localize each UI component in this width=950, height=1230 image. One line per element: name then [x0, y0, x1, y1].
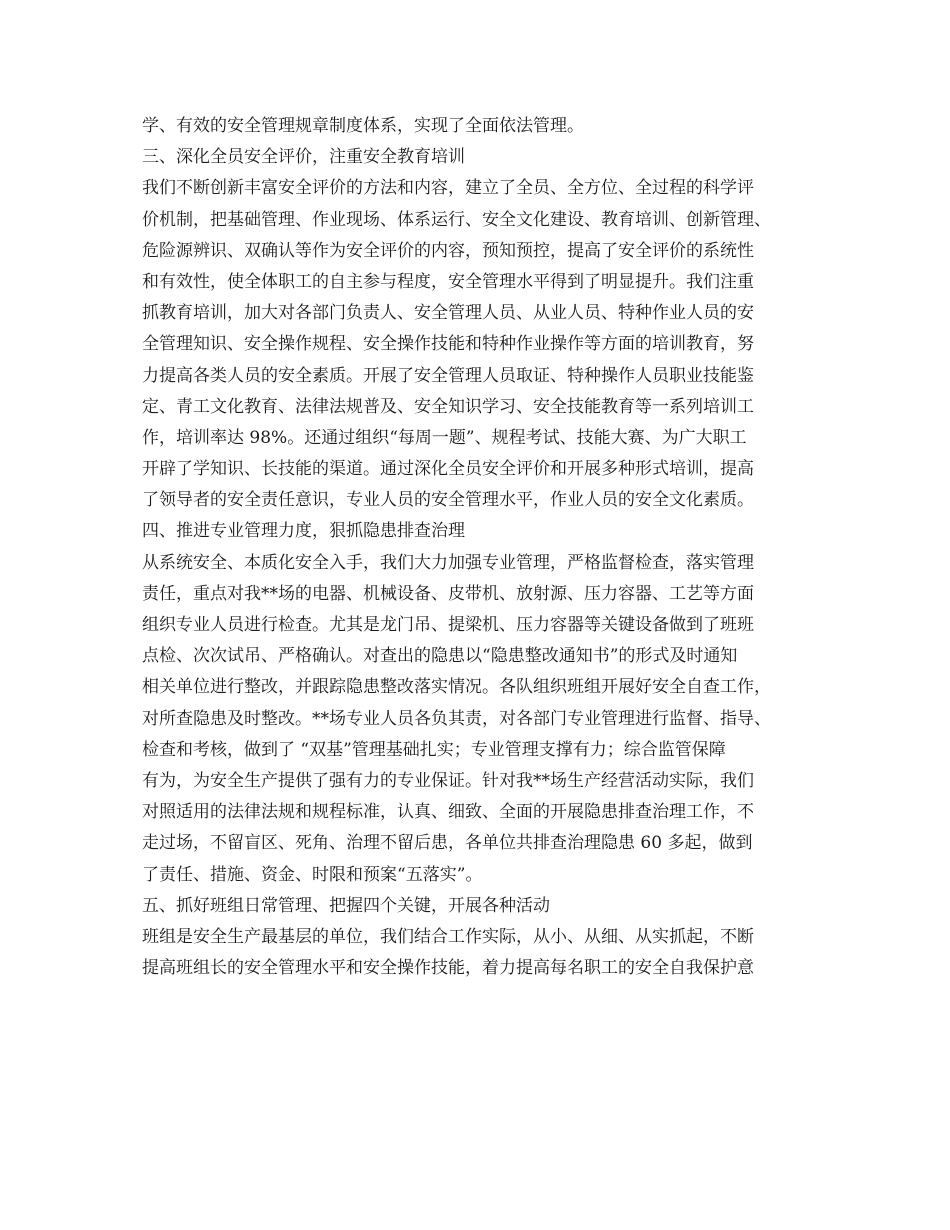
text-line: 有为，为安全生产提供了强有力的专业保证。针对我**场生产经营活动实际，我们: [142, 770, 754, 791]
text-line: 学、有效的安全管理规章制度体系，实现了全面依法管理。: [142, 116, 584, 136]
text-line: 从系统安全、本质化安全入手，我们大力加强专业管理，严格监督检查，落实管理: [142, 552, 754, 573]
text-line: 对所查隐患及时整改。**场专业人员各负其责，对各部门专业管理进行监督、指导、: [142, 708, 771, 729]
text-line: 价机制，把基础管理、作业现场、体系运行、安全文化建设、教育培训、创新管理、: [142, 209, 771, 230]
section-heading: 五、抓好班组日常管理、把握四个关键，开展各种活动: [142, 895, 550, 916]
text-line: 了领导者的安全责任意识，专业人员的安全管理水平，作业人员的安全文化素质。: [142, 490, 754, 511]
text-line: 检查和考核，做到了 “双基”管理基础扎实；专业管理支撑有力；综合监管保障: [142, 739, 726, 760]
text-line: 作，培训率达 98%。还通过组织“每周一题”、规程考试、技能大赛、为广大职工: [142, 427, 747, 448]
text-line: 组织专业人员进行检查。尤其是龙门吊、提梁机、压力容器等关键设备做到了班班: [142, 615, 754, 635]
text-line: 开辟了学知识、长技能的渠道。通过深化全员安全评价和开展多种形式培训，提高: [142, 459, 754, 480]
text-line: 我们不断创新丰富安全评价的方法和内容，建立了全员、全方位、全过程的科学评: [142, 178, 754, 199]
text-line: 力提高各类人员的安全素质。开展了安全管理人员取证、特种操作人员职业技能鉴: [142, 365, 754, 386]
document-body: [142, 111, 822, 984]
section-heading: 三、深化全员安全评价，注重安全教育培训: [142, 147, 465, 168]
text-line: 危险源辨识、双确认等作为安全评价的内容，预知预控，提高了安全评价的系统性: [142, 240, 754, 261]
text-line: 全管理知识、安全操作规程、安全操作技能和特种作业操作等方面的培训教育，努: [142, 334, 754, 355]
text-line: 班组是安全生产最基层的单位，我们结合工作实际，从小、从细、从实抓起，不断: [142, 926, 754, 947]
text-line: 和有效性，使全体职工的自主参与程度，安全管理水平得到了明显提升。我们注重: [142, 271, 754, 292]
text-line: 点检、次次试吊、严格确认。对查出的隐患以“隐患整改通知书”的形式及时通知: [142, 646, 738, 667]
text-line: 责任，重点对我**场的电器、机械设备、皮带机、放射源、压力容器、工艺等方面: [142, 583, 754, 604]
text-line: 定、青工文化教育、法律法规普及、安全知识学习、安全技能教育等一系列培训工: [142, 396, 754, 417]
text-line: 提高班组长的安全管理水平和安全操作技能，着力提高每名职工的安全自我保护意: [142, 958, 754, 979]
text-line: 走过场，不留盲区、死角、治理不留后患，各单位共排查治理隐患 60 多起，做到: [142, 833, 753, 854]
text-line: 了责任、措施、资金、时限和预案“五落实”。: [142, 864, 483, 885]
section-heading: 四、推进专业管理力度，狠抓隐患排查治理: [142, 521, 465, 542]
text-line: 相关单位进行整改，并跟踪隐患整改落实情况。各队组织班组开展好安全自查工作，: [142, 677, 771, 698]
text-line: 抓教育培训，加大对各部门负责人、安全管理人员、从业人员、特种作业人员的安: [142, 303, 754, 324]
text-line: 对照适用的法律法规和规程标准，认真、细致、全面的开展隐患排查治理工作，不: [142, 802, 754, 823]
